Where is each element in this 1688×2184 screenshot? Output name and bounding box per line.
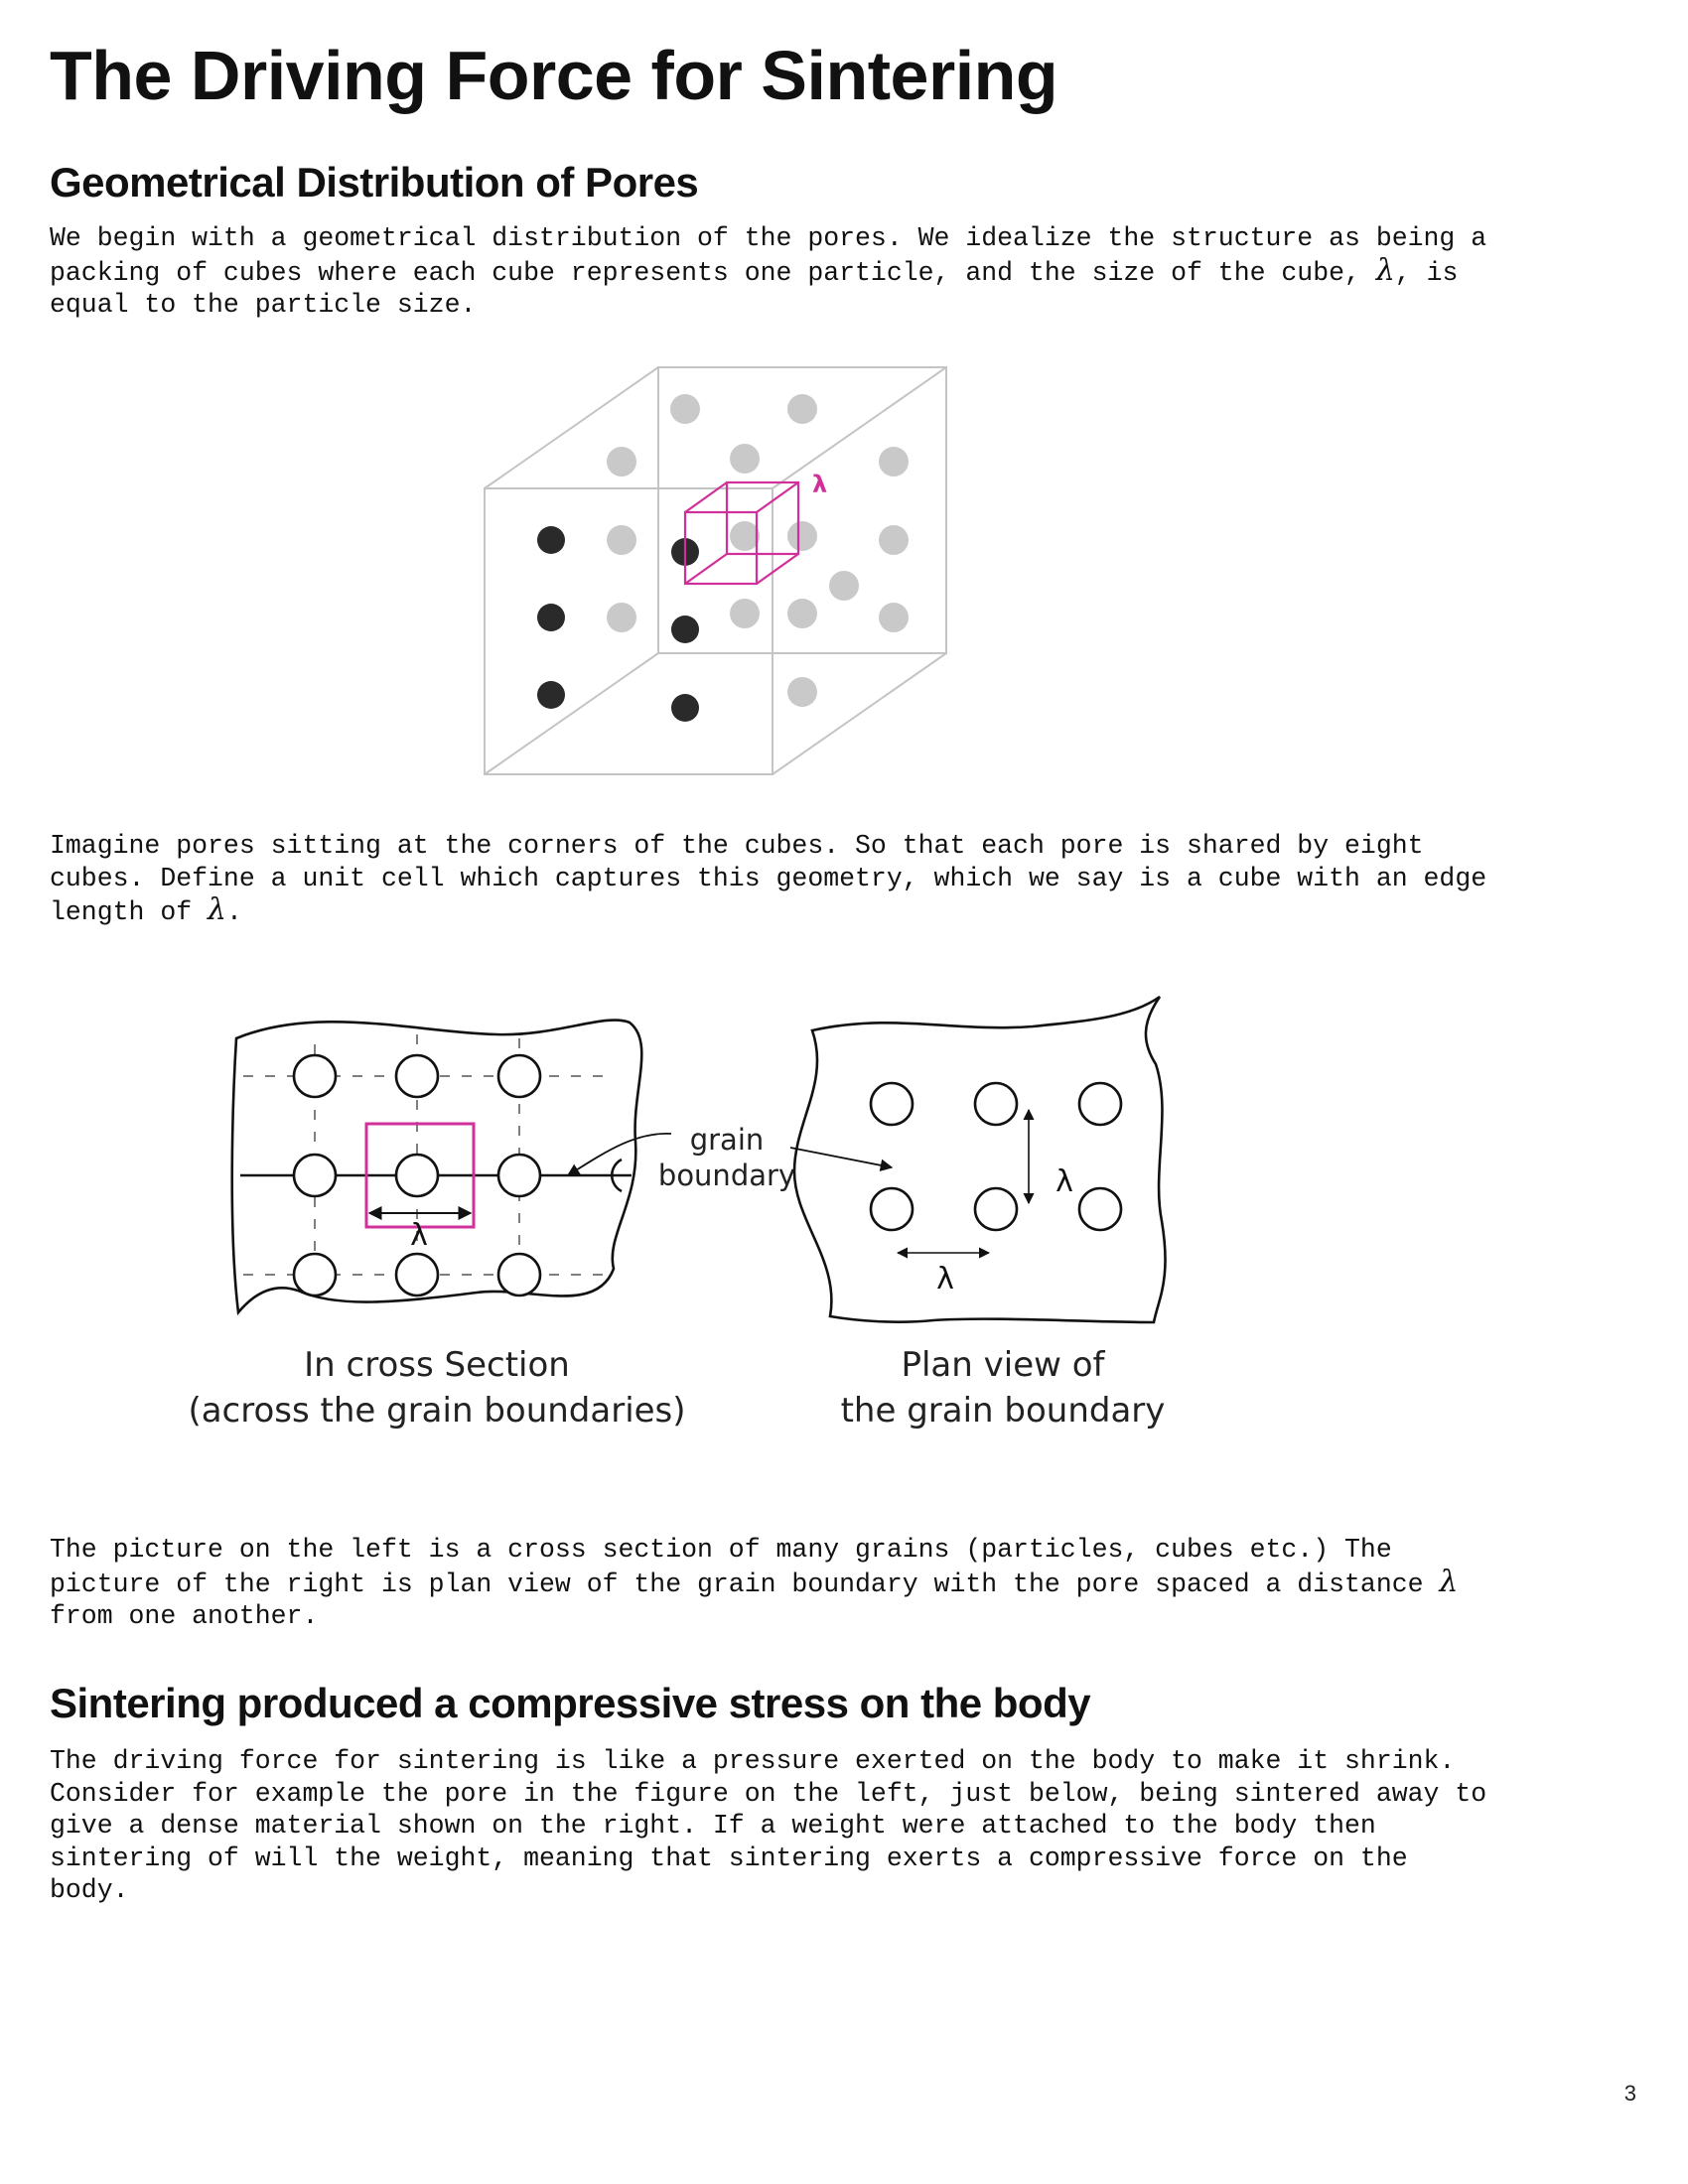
text-line: The driving force for sintering is like a pressure exerted on the body to make it shrink. xyxy=(50,1746,1456,1776)
lambda-label: λ xyxy=(936,1262,954,1297)
pore-circle xyxy=(498,1055,540,1097)
light-pore xyxy=(607,525,636,555)
light-pore xyxy=(787,599,817,628)
text-line: Consider for example the pore in the figure on the left, just below, being sintered away to xyxy=(50,1778,1487,1809)
light-pore xyxy=(730,444,760,474)
dark-pore xyxy=(537,681,565,709)
caption-line: In cross Section xyxy=(304,1345,570,1385)
light-pore xyxy=(787,521,817,551)
paragraph-pores-corners xyxy=(50,830,1658,929)
pore-circle xyxy=(975,1188,1017,1230)
light-pore xyxy=(730,521,760,551)
pore-circle xyxy=(294,1155,336,1196)
lambda-symbol: λ xyxy=(1439,1564,1459,1599)
lambda-symbol: λ xyxy=(208,892,227,927)
pore-circle xyxy=(294,1055,336,1097)
text-line: from one another. xyxy=(50,1601,319,1631)
light-pore xyxy=(607,603,636,632)
light-pore xyxy=(787,677,817,707)
text-line: picture of the right is plan view of the grain boundary with the pore spaced a distance xyxy=(50,1569,1440,1599)
pore-circle xyxy=(1079,1083,1121,1125)
light-pore xyxy=(879,603,909,632)
lambda-label: λ xyxy=(812,471,828,498)
cube-edge xyxy=(773,367,946,488)
light-pore xyxy=(879,525,909,555)
paragraph-driving-force xyxy=(50,1745,1658,1907)
text-line: length of xyxy=(50,897,209,927)
grain-label: grain xyxy=(689,1123,765,1157)
dark-pore xyxy=(671,694,699,722)
section-heading-compressive-stress: Sintering produced a compressive stress on the body xyxy=(50,1680,1091,1726)
pore-circle xyxy=(975,1083,1017,1125)
text-line: packing of cubes where each cube represents one particle, and the size of the cube, xyxy=(50,257,1376,288)
text-line: body. xyxy=(50,1875,129,1905)
caption-cross-section xyxy=(179,1342,695,1433)
text-line: give a dense material shown on the right. If a weight were attached to the body then xyxy=(50,1811,1376,1841)
light-pore xyxy=(607,447,636,477)
light-pore xyxy=(829,571,859,601)
lambda-symbol: λ xyxy=(1375,252,1395,288)
caption-line: the grain boundary xyxy=(840,1391,1166,1431)
caption-line: Plan view of xyxy=(901,1345,1105,1385)
boundary-pointer-arrow xyxy=(568,1134,671,1175)
cube-edge xyxy=(485,653,658,774)
light-pore xyxy=(879,447,909,477)
text-line: The picture on the left is a cross section of many grains (particles, cubes etc.) The xyxy=(50,1535,1392,1565)
lambda-label: λ xyxy=(410,1218,428,1253)
pore-circle xyxy=(396,1055,438,1097)
section-heading-pores: Geometrical Distribution of Pores xyxy=(50,159,699,205)
text-line: cubes. Define a unit cell which captures this geometry, which we say is a cube with an edge xyxy=(50,863,1487,893)
cross-section-panel xyxy=(232,1021,671,1312)
pore-circle xyxy=(498,1155,540,1196)
dark-pore xyxy=(537,526,565,554)
light-pore xyxy=(670,394,700,424)
pore-circle xyxy=(871,1083,913,1125)
boundary-label: boundary xyxy=(657,1159,796,1192)
dark-pore xyxy=(671,615,699,643)
pore-circle xyxy=(396,1155,438,1196)
pore-circle xyxy=(498,1254,540,1296)
caption-line: (across the grain boundaries) xyxy=(188,1391,686,1431)
lambda-label: λ xyxy=(1055,1164,1073,1199)
page-title: The Driving Force for Sintering xyxy=(50,37,1058,114)
text-line: , is xyxy=(1394,257,1459,288)
pore-circle xyxy=(871,1188,913,1230)
pore-circle xyxy=(396,1254,438,1296)
plan-pointer-arrow xyxy=(790,1148,892,1167)
caption-plan-view xyxy=(784,1342,1221,1433)
pore-circle xyxy=(1079,1188,1121,1230)
light-pore xyxy=(787,394,817,424)
dark-pore xyxy=(537,604,565,631)
page-number: 3 xyxy=(1623,2081,1636,2106)
pore-circle xyxy=(294,1254,336,1296)
text-line: Imagine pores sitting at the corners of the cubes. So that each pore is shared by eight xyxy=(50,831,1424,861)
text-line: sintering of will the weight, meaning that sintering exerts a compressive force on the xyxy=(50,1843,1408,1873)
light-pore xyxy=(730,599,760,628)
cube-pore-figure xyxy=(0,0,1688,794)
paragraph-picture-description xyxy=(50,1534,1658,1633)
text-line: We begin with a geometrical distribution of the pores. We idealize the structure as being a xyxy=(50,223,1487,253)
text-line: equal to the particle size. xyxy=(50,290,477,320)
cube-edge xyxy=(773,653,946,774)
text-line: . xyxy=(226,897,242,927)
